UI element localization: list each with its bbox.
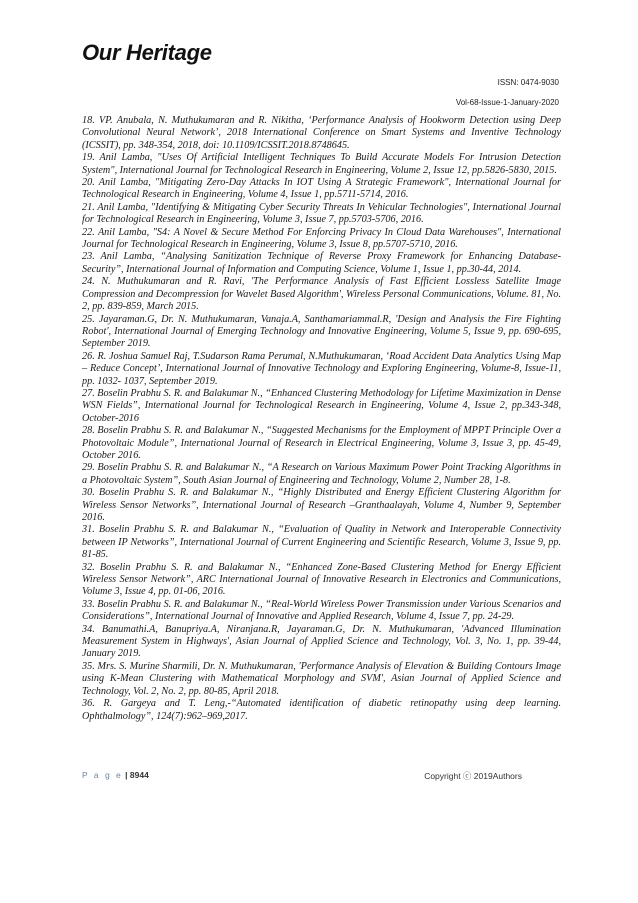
page-number: | 8944 [125,770,149,780]
reference-item-26: 26. R. Joshua Samuel Raj, T.Sudarson Rama Perumal, N.Muthukumaran, ‘Road Accident Data Analytics Using Map – Reduce Concept’, International Journal of Innovative Technology and Exploring Engineering, Volume-8, Issue-11, pp. 1032- 1037, September 2019. [82,350,561,387]
page-footer [82,770,522,780]
reference-item-36: 36. R. Gargeya and T. Leng,-“Automated identification of diabetic retinopathy using deep learning. Ophthalmology”, 124(7):962–969,2017. [82,698,561,722]
reference-item-35: 35. Mrs. S. Murine Sharmili, Dr. N. Muthukumaran, 'Performance Analysis of Elevation & Building Contours Image using K-Mean Clustering with Mathematical Morphology and SVM', Asian Journal of Applied Science and Technology, Vol. 2, No. 2, pp. 80-85, April 2018. [82,660,561,697]
reference-item-33: 33. Boselin Prabhu S. R. and Balakumar N., “Real-World Wireless Power Transmission under Various Scenarios and Considerations”, International Journal of Innovative and Applied Research, Volume 4, Issue 7, pp. 24-29. [82,598,561,623]
reference-item-27: 27. Boselin Prabhu S. R. and Balakumar N., “Enhanced Clustering Methodology for Lifetime Maximization in Dense WSN Fields”, International Journal for Technological Research in Engineering, Volume 4, Issue 2, pp.343-348, October-2016 [82,387,561,424]
reference-item-22: 22. Anil Lamba, "S4: A Novel & Secure Method For Enforcing Privacy In Cloud Data Warehouses", International Journal for Technological Research in Engineering, Volume 3, Issue 8, pp.5707-5710, 2016. [82,226,561,251]
reference-item-24: 24. N. Muthukumaran and R. Ravi, 'The Performance Analysis of Fast Efficient Lossless Satellite Image Compression and Decompression for Wavelet Based Algorithm', Wireless Personal Communications, Volume. 81, No. 2, pp. 839-859, March 2015. [82,276,561,313]
reference-item-28: 28. Boselin Prabhu S. R. and Balakumar N., “Suggested Mechanisms for the Employment of MPPT Principle Over a Photovoltaic Module”, International Journal of Research in Electrical Engineering, Volume 3, Issue 3, pp. 45-49, October 2016. [82,425,561,461]
reference-item-20: 20. Anil Lamba, "Mitigating Zero-Day Attacks In IOT Using A Strategic Framework", International Journal for Technological Research in Engineering, Volume 4, Issue 1, pp.5711-5714, 2016. [82,177,561,201]
reference-item-19: 19. Anil Lamba, "Uses Of Artificial Intelligent Techniques To Build Accurate Models For Intrusion Detection System", International Journal for Technological Research in Engineering, Volume 2, Issue 12, pp.5826-5830, 2015. [82,152,561,176]
reference-item-25: 25. Jayaraman.G, Dr. N. Muthukumaran, Vanaja.A, Santhamariammal.R, 'Design and Analysis the Fire Fighting Robot', International Journal of Emerging Technology and Innovative Engineering, Volume 5, Issue 9, pp. 690-695, September 2019. [82,313,561,350]
reference-item-29: 29. Boselin Prabhu S. R. and Balakumar N., “A Research on Various Maximum Power Point Tracking Algorithms in a Photovoltaic System”, South Asian Journal of Engineering and Technology, Volume 2, Number 28, 1-8. [82,462,561,486]
page-label: P a g e [82,770,123,780]
reference-item-32: 32. Boselin Prabhu S. R. and Balakumar N., “Enhanced Zone-Based Clustering Method for Energy Efficient Wireless Sensor Network”, ARC International Journal of Innovative Research in Electronics and Communications, Volume 3, Issue 4, pp. 01-06, 2016. [82,561,561,598]
references-list [82,115,561,723]
reference-item-21: 21. Anil Lamba, "Identifying & Mitigating Cyber Security Threats In Vehicular Technologies", International Journal for Technological Research in Engineering, Volume 3, Issue 7, pp.5703-5706, 2016. [82,201,561,226]
reference-item-34: 34. Banumathi.A, Banupriya.A, Niranjana.R, Jayaraman.G, Dr. N. Muthukumaran, 'Advanced Illumination Measurement System in Highways', Asian Journal of Applied Science and Technology, Vol. 3, No. 1, pp. 39-44, January 2019. [82,623,561,660]
reference-item-23: 23. Anil Lamba, “Analysing Sanitization Technique of Reverse Proxy Framework for Enhancing Database-Security”, International Journal of Information and Computing Science, Volume 1, Issue 1, pp.30-44, 2014. [82,251,561,275]
copyright-notice: Copyright ⓒ 2019Authors [424,771,522,781]
reference-item-18: 18. VP. Anubala, N. Muthukumaran and R. Nikitha, ‘Performance Analysis of Hookworm Detection using Deep Convolutional Neural Network’, 2018 International Conference on Smart Systems and Inventive Technology (ICSSIT), pp. 348-354, 2018, doi: 10.1109/ICSSIT.2018.8748645. [82,115,561,151]
reference-item-31: 31. Boselin Prabhu S. R. and Balakumar N., “Evaluation of Quality in Network and Interoperable Connectivity between IP Networks”, International Journal of Current Engineering and Scientific Research, Volume 3, Issue 9, pp. 81-85. [82,524,561,561]
issn-label: ISSN: 0474-9030 [497,78,559,87]
reference-item-30: 30. Boselin Prabhu S. R. and Balakumar N., “Highly Distributed and Energy Efficient Clustering Algorithm for Wireless Sensor Networks”, International Journal of Research –Granthaalayah, Volume 4, Number 9, September 2016. [82,487,561,523]
journal-title: Our Heritage [82,40,212,65]
volume-issue-label: Vol-68-Issue-1-January-2020 [455,98,559,107]
